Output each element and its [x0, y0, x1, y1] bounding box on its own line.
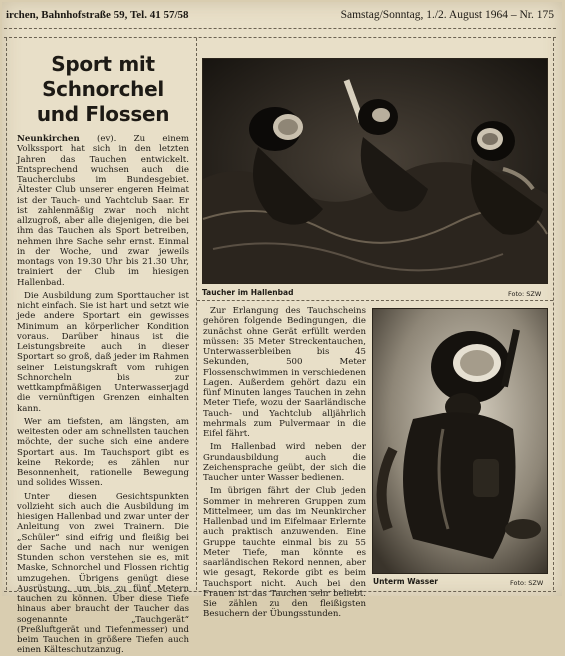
photo-2-caption: Unterm Wasser — [373, 577, 439, 586]
masthead-date: Samstag/Sonntag, 1./2. August 1964 – Nr. 175 — [340, 9, 554, 21]
paragraph-1 — [17, 134, 189, 288]
photo-2-credit: Foto: SZW — [510, 579, 544, 587]
photo-rule — [197, 300, 553, 301]
photo-divers-pool-image — [203, 59, 547, 283]
paragraph-5: Zur Erlangung des Tauchscheins gehören folgende Bedingungen, die zunächst ohne Gerät erfüllt werden müssen: 35 Meter Streckentauchen, Unterwasserbleiben bis 45 Sekunden, 500 Meter Flossenschwimmen in verschiedenen Lagen. Außerdem gehört dazu ein fünf Minuten langes Tauchen in zehn Meter Tiefe, wozu der Saarländische Tauch- und Yachtclub alljährlich mehrmals zum Pulvermaar in die Eifel fährt. — [203, 306, 366, 439]
top-rule — [4, 28, 556, 29]
left-rule — [6, 38, 7, 590]
article-column-1 — [17, 134, 189, 656]
headline-line-1: Sport mit — [51, 52, 155, 76]
headline — [14, 52, 192, 127]
masthead — [2, 4, 558, 26]
paragraph-6: Im Hallenbad wird neben der Grundausbildung auch die Zeichensprache geübt, der sich die Taucher unter Wasser bedienen. — [203, 442, 366, 483]
headline-line-2: Schnorchel — [42, 77, 164, 101]
column-rule — [196, 38, 197, 590]
paragraph-2: Die Ausbildung zum Sporttaucher ist nicht einfach. Sie ist hart und setzt wie jede andere Sportart ein gewisses Minimum an körperlicher Kondition voraus. Darüber hinaus ist die Leistungsbreite auch in dieser Sportart so groß, daß jeder im Rahmen seiner Leistungskraft vom ruhigen Schnorcheln bis zur wettkampfmäßigen Unterwasserjagd die vernünftigen Grenzen einhalten kann. — [17, 290, 189, 414]
top-rule-inner — [4, 37, 556, 38]
masthead-address: irchen, Bahnhofstraße 59, Tel. 41 57/58 — [6, 9, 189, 21]
paragraph-1-text: (ev). Zu einem Volkssport hat sich in den letzten Jahren das Tauchen entwickelt. Entsprechend wuchsen auch die Taucherclubs im Bundesgebiet. Ältester Club unserer engeren Heimat ist der Tauch- und Yachtclub Saar. Er ist zahlenmäßig zwar noch nicht allzugroß, aber alle diejenigen, die bei ihm das Tauchen als Sport betreiben, nehmen ihre Sache sehr ernst. Einmal in der Woche, und zwar jeweils montags von 19.30 Uhr bis 21.30 Uhr, trainiert der Club im hiesigen Hallenbad. — [17, 134, 189, 288]
right-rule — [553, 38, 554, 590]
headline-line-3: und Flossen — [36, 102, 170, 126]
photo-underwater — [372, 308, 548, 574]
article-column-2 — [203, 306, 366, 620]
photo-1-caption: Taucher im Hallenbad — [202, 288, 294, 297]
paragraph-7: Im übrigen fährt der Club jeden Sommer in mehreren Gruppen zum Mittelmeer, um das im Neunkircher Hallenbad und im Eifelmaar Erlernte auch praktisch anzuwenden. Eine Gruppe tauchte einmal bis zu 55 Meter Tiefe, man könnte es saarländischen Rekord nennen, aber wie gesagt, Rekorde gibt es beim Tauchsport nicht. Auch bei den Frauen ist das Tauchen sehr beliebt. Sie zählen zu den fleißigsten Besuchern der Übungsstunden. — [203, 486, 366, 620]
dateline: Neunkirchen — [17, 134, 80, 144]
paragraph-3: Wer am tiefsten, am längsten, am weitesten oder am schnellsten tauchen möchte, der suche sich eine andere Sportart aus. Im Tauchsport gibt es keine Rekorde; es zählen nur Besonnenheit, rationelle Bewegung und solides Wissen. — [17, 416, 189, 489]
photo-underwater-image — [373, 309, 547, 573]
paragraph-4: Unter diesen Gesichtspunkten vollzieht sich auch die Ausbildung im hiesigen Hallenbad und zwar unter der Anleitung von zwei Trainern. Die „Schüler“ sind eifrig und fleißig bei der Sache und nach nur wenigen Stunden schon verstehen sie es, mit Maske, Schnorchel und Flossen richtig umzugehen. Übrigens genügt diese Ausrüstung, um bis zu fünf Metern tauchen zu können. Über diese Tiefe hinaus aber braucht der Taucher das sogenannte „Tauchgerät“ (Preßluftgerät und Tiefenmesser) und beim Tauchen in größere Tiefen auch einen Kälteschutzanzug. — [17, 491, 189, 656]
photo-1-credit: Foto: SZW — [508, 290, 542, 298]
photo-divers-pool — [202, 58, 548, 284]
